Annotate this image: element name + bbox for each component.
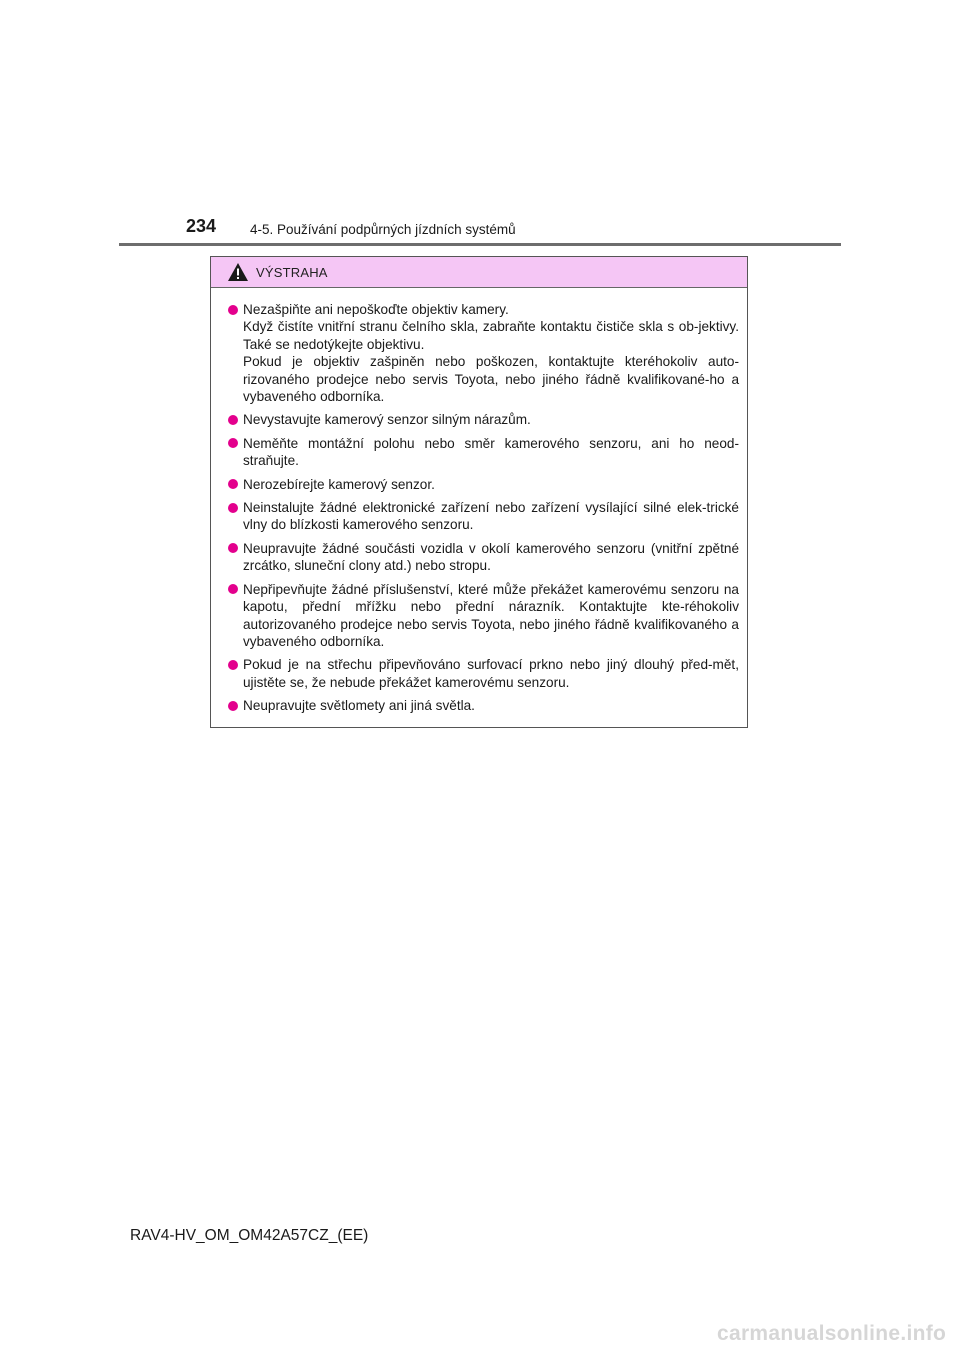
bullet-icon: [228, 660, 238, 670]
bullet-icon: [228, 584, 238, 594]
warning-item-text: Neměňte montážní polohu nebo směr kamerového senzoru, ani ho neod-straňujte.: [243, 435, 739, 469]
bullet-icon: [228, 305, 238, 315]
warning-item: [228, 697, 739, 714]
footer-document-code: RAV4-HV_OM_OM42A57CZ_(EE): [130, 1227, 369, 1244]
warning-item-text: Neinstalujte žádné elektronické zařízení nebo zařízení vysílající silné elek-trické vlny do blízkosti kamerového senzoru.: [243, 500, 739, 533]
warning-item: [228, 656, 739, 691]
warning-list: [211, 288, 747, 715]
warning-item-text: Neupravujte žádné součásti vozidla v okolí kamerového senzoru (vnitřní zpětné zrcátko, sluneční clony atd.) nebo stropu.: [243, 540, 739, 574]
warning-triangle-icon: [227, 262, 249, 282]
watermark: carmanualsonline.info: [717, 1322, 947, 1345]
warning-item-text: Pokud je na střechu připevňováno surfovací prkno nebo jiný dlouhý před-mět, ujistěte se, že nebude překážet kamerovému senzoru.: [243, 657, 739, 690]
bullet-icon: [228, 438, 238, 448]
warning-item: [228, 411, 739, 428]
warning-item-text: Neupravujte světlomety ani jiná světla.: [243, 698, 475, 714]
warning-item-text: Pokud je objektiv zašpiněn nebo poškozen, kontaktujte kteréhokoliv auto-rizovaného prodejce nebo servis Toyota, nebo jiného řádně kvalifikované-ho a vybaveného odborníka.: [243, 354, 739, 405]
warning-label: VÝSTRAHA: [256, 264, 328, 280]
page-number: 234: [186, 216, 217, 236]
warning-item-text: Nevystavujte kamerový senzor silným nárazům.: [243, 412, 531, 428]
bullet-icon: [228, 701, 238, 711]
warning-item-text: Nepřipevňujte žádné příslušenství, které může překážet kamerovému senzoru na kapotu, přední mřížku nebo přední nárazník. Kontaktujte kte-réhokoliv autorizovaného prodejce nebo servis Toyota, nebo jiného řádně kvalifikovaného a vybaveného odborníka.: [243, 581, 739, 649]
bullet-icon: [228, 503, 238, 513]
warning-item: [228, 435, 739, 470]
warning-item: [228, 581, 739, 651]
warning-item-text: Nezašpiňte ani nepoškoďte objektiv kamery.: [243, 302, 509, 317]
warning-item: [228, 540, 739, 575]
bullet-icon: [228, 479, 238, 489]
bullet-icon: [228, 543, 238, 553]
section-title: 4-5. Používání podpůrných jízdních systémů: [250, 222, 516, 237]
header-rule: [119, 243, 841, 246]
warning-header: [211, 257, 747, 288]
warning-item: [228, 499, 739, 534]
warning-item-text: Nerozebírejte kamerový senzor.: [243, 476, 435, 492]
warning-item: [228, 301, 739, 405]
warning-item-text: Když čistíte vnitřní stranu čelního skla, zabraňte kontaktu čističe skla s ob-jektivy. Také se nedotýkejte objektivu.: [243, 319, 739, 352]
bullet-icon: [228, 415, 238, 425]
warning-box: [210, 256, 748, 728]
warning-item: [228, 476, 739, 493]
